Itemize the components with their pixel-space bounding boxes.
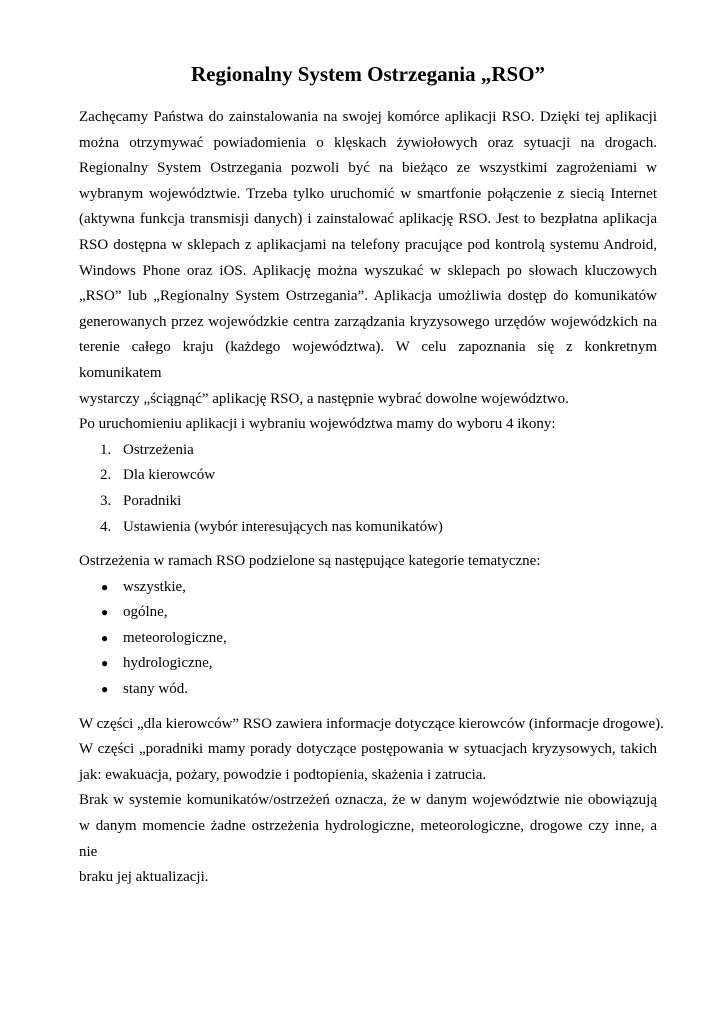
list-item-label: Dla kierowców	[123, 467, 216, 484]
list-item-label: Ostrzeżenia	[123, 441, 194, 458]
intro-line: terenie całego kraju (każdego województwa). W celu zapoznania się z konkretnym komunikatem	[79, 339, 657, 381]
bullet-icon: ●	[101, 630, 109, 645]
list-item	[79, 438, 657, 464]
outro-paragraph	[79, 712, 664, 891]
intro-line: wybranym województwie. Trzeba tylko uruchomić w smartfonie połączenie z siecią Internet	[79, 185, 657, 202]
intro-line: Zachęcamy Państwa do zainstalowania na swojej komórce aplikacji RSO. Dzięki tej aplikacji	[79, 109, 657, 125]
outro-line: W części „poradniki mamy porady dotyczące postępowania w sytuacjach kryzysowych, takich	[79, 741, 657, 758]
intro-line: RSO dostępna w sklepach z aplikacjami na telefony pracujące pod kontrolą systemu Android,	[79, 236, 657, 253]
list-item-number: 2.	[100, 467, 112, 484]
intro-line: (aktywna funkcja transmisji danych) i zainstalować aplikację RSO. Jest to bezpłatna aplikacja	[79, 211, 657, 228]
document-body	[79, 105, 664, 891]
intro-line: wystarczy „ściągnąć” aplikację RSO, a następnie wybrać dowolne województwo.	[79, 390, 569, 407]
intro-line: można otrzymywać powiadomienia o klęskach żywiołowych oraz sytuacji na drogach.	[79, 134, 657, 151]
list-item	[79, 600, 657, 626]
categories-intro: Ostrzeżenia w ramach RSO podzielone są następujące kategorie tematyczne:	[79, 553, 541, 570]
category-label: stany wód.	[123, 681, 188, 698]
list-item-number: 1.	[100, 441, 112, 458]
category-label: hydrologiczne,	[123, 655, 213, 672]
outro-line: braku jej aktualizacji.	[79, 869, 209, 886]
list-item	[79, 651, 657, 677]
intro-line: generowanych przez wojewódzkie centra zarządzania kryzysowego urzędów wojewódzkich na	[79, 313, 657, 330]
spacer	[79, 540, 657, 549]
bullet-icon: ●	[101, 682, 109, 697]
list-item-number: 3.	[100, 492, 112, 509]
list-item	[79, 575, 657, 601]
intro-line: Regionalny System Ostrzegania pozwoli być na bieżąco ze wszystkimi zagrożeniami w	[79, 160, 657, 177]
list-item	[79, 515, 657, 541]
categories-list	[79, 575, 657, 703]
list-item	[79, 626, 657, 652]
bullet-icon: ●	[101, 579, 109, 594]
intro-line: Windows Phone oraz iOS. Aplikację można wyszukać w sklepach po słowach kluczowych	[79, 262, 657, 279]
category-label: wszystkie,	[123, 578, 186, 595]
intro-line: Po uruchomieniu aplikacji i wybraniu województwa mamy do wyboru 4 ikony:	[79, 416, 556, 433]
spacer	[79, 703, 657, 712]
intro-line: „RSO” lub „Regionalny System Ostrzegania”. Aplikacja umożliwia dostęp do komunikatów	[79, 288, 657, 305]
list-item	[79, 677, 657, 703]
bullet-icon: ●	[101, 656, 109, 671]
list-item-number: 4.	[100, 518, 112, 535]
category-label: ogólne,	[123, 604, 168, 621]
list-item	[79, 489, 657, 515]
category-label: meteorologiczne,	[123, 629, 227, 646]
app-icons-list	[79, 438, 657, 540]
list-item-label: Poradniki	[123, 492, 182, 509]
page-title: Regionalny System Ostrzegania „RSO”	[190, 62, 546, 86]
outro-line: jak: ewakuacja, pożary, powodzie i podtopienia, skażenia i zatrucia.	[79, 766, 487, 783]
intro-paragraph	[79, 105, 657, 438]
outro-line: w danym momencie żadne ostrzeżenia hydrologiczne, meteorologiczne, drogowe czy inne, a nie	[79, 818, 657, 860]
outro-line: Brak w systemie komunikatów/ostrzeżeń oznacza, że w danym województwie nie obowiązują	[79, 792, 657, 809]
list-item	[79, 463, 657, 489]
list-item-label: Ustawienia (wybór interesujących nas komunikatów)	[123, 518, 443, 535]
bullet-icon: ●	[101, 605, 109, 620]
outro-line: W części „dla kierowców” RSO zawiera informacje dotyczące kierowców (informacje drogowe).	[79, 715, 664, 732]
